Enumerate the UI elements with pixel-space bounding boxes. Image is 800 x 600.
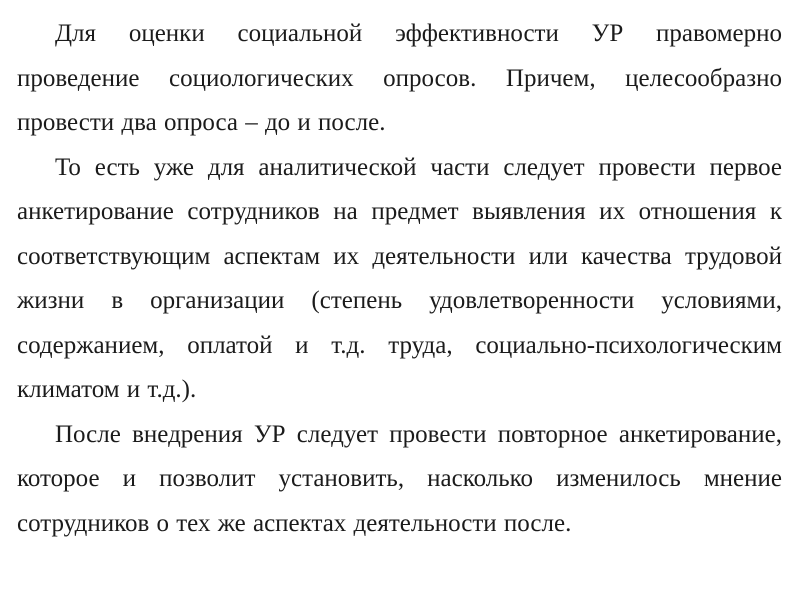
paragraph-3: После внедрения УР следует провести повторное анкетирование, которое и позволит установить, насколько изменилось мнение сотрудников о тех же аспектах деятельности после. (17, 420, 782, 537)
paragraph-2: То есть уже для аналитической части следует провести первое анкетирование сотрудников на предмет выявления их отношения к соответствующим аспектам их деятельности или качества трудовой жизни в организации (степень удовлетворенности условиями, содержанием, оплатой и т.д. труда, социально-психологическим климатом и т.д.). (17, 153, 782, 403)
paragraph-1: Для оценки социальной эффективности УР правомерно проведение социологических опросов. Причем, целесообразно провести два опроса – до и после. (17, 20, 782, 136)
